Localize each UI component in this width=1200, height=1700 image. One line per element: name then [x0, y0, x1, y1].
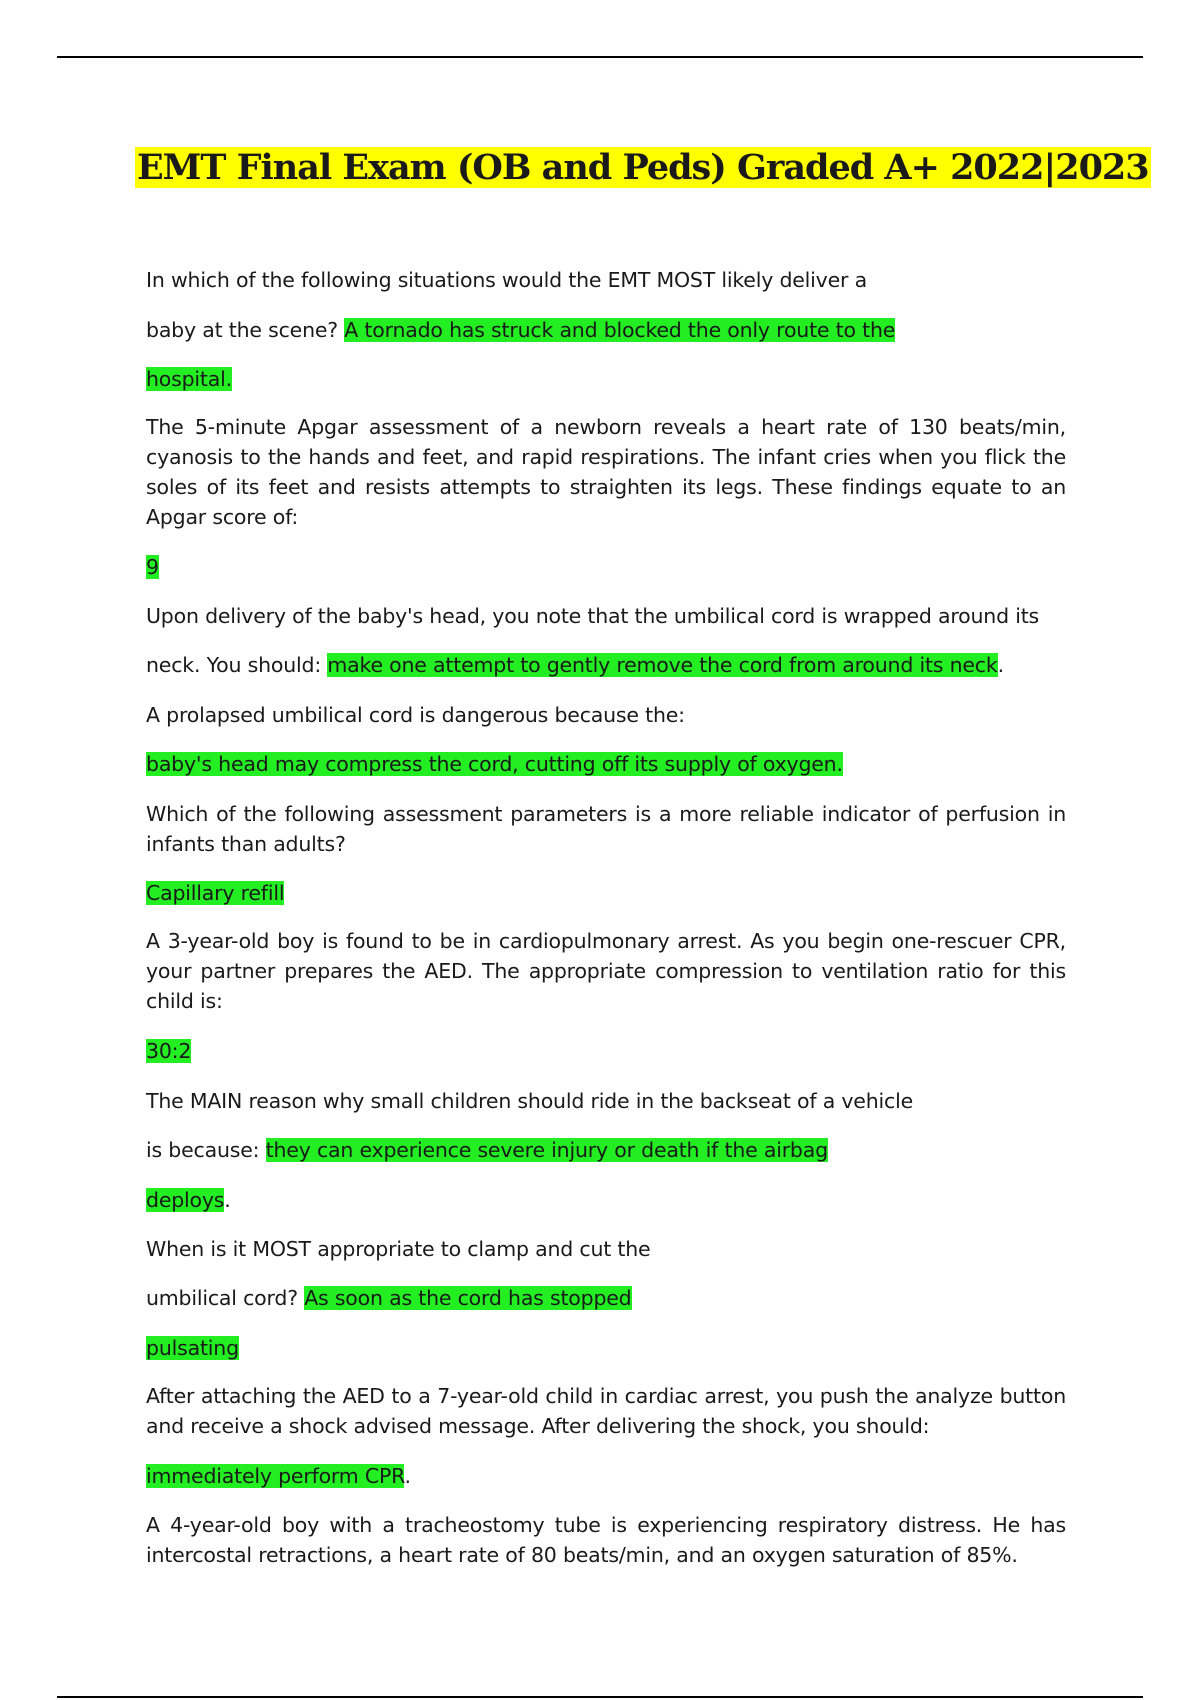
answer-4: baby's head may compress the cord, cutting off its supply of oxygen.: [146, 752, 843, 776]
answer-8: As soon as the cord has stopped: [304, 1286, 632, 1310]
question-7-line-1: The MAIN reason why small children should ride in the backseat of a vehicle: [146, 1089, 913, 1113]
top-rule: [57, 56, 1143, 58]
question-2: The 5-minute Apgar assessment of a newborn reveals a heart rate of 130 beats/min, cyanosis to the hands and feet, and rapid respirations. The infant cries when you flick the soles of its feet and resists attempts to straighten its legs. These findings equate to an Apgar score of:: [146, 415, 1066, 529]
answer-3: make one attempt to gently remove the cord from around its neck: [327, 653, 998, 677]
question-7-line-3: [146, 1185, 231, 1215]
question-8-text: umbilical cord?: [146, 1286, 305, 1310]
question-3-line-2: [146, 650, 1004, 680]
question-8-line-3: [146, 1333, 239, 1363]
answer-9-line: [146, 1461, 411, 1491]
answer-2-line: [146, 552, 159, 582]
answer-1-continued: hospital.: [146, 367, 232, 391]
question-8-line-1: When is it MOST appropriate to clamp and cut the: [146, 1237, 651, 1261]
question-1-line-2: [146, 315, 895, 345]
answer-1: A tornado has struck and blocked the only route to the: [344, 318, 896, 342]
question-6: A 3-year-old boy is found to be in cardiopulmonary arrest. As you begin one-rescuer CPR, your partner prepares the AED. The appropriate compression to ventilation ratio for this child is:: [146, 929, 1066, 1013]
question-7-text: is because:: [146, 1138, 266, 1162]
answer-7-period: .: [224, 1188, 231, 1212]
answer-7-continued: deploys: [146, 1188, 225, 1212]
answer-7: they can experience severe injury or death if the airbag: [265, 1138, 828, 1162]
question-5: Which of the following assessment parameters is a more reliable indicator of perfusion in infants than adults?: [146, 802, 1066, 856]
question-8-line-2: [146, 1283, 632, 1313]
question-1-line-3: [146, 364, 232, 394]
bottom-rule: [57, 1696, 1143, 1698]
answer-2: 9: [146, 555, 159, 579]
question-9: After attaching the AED to a 7-year-old child in cardiac arrest, you push the analyze button and receive a shock advised message. After delivering the shock, you should:: [146, 1384, 1066, 1438]
question-1-line-1: In which of the following situations would the EMT MOST likely deliver a: [146, 268, 867, 292]
answer-4-line: [146, 749, 843, 779]
answer-6: 30:2: [146, 1039, 192, 1063]
answer-6-line: [146, 1036, 191, 1066]
question-3-line-1: Upon delivery of the baby's head, you note that the umbilical cord is wrapped around its: [146, 604, 1040, 628]
question-3-text: neck. You should:: [146, 653, 328, 677]
question-1-text: baby at the scene?: [146, 318, 345, 342]
answer-9: immediately perform CPR: [146, 1464, 405, 1488]
answer-9-period: .: [404, 1464, 411, 1488]
answer-5-line: [146, 878, 284, 908]
page-title: [135, 143, 1151, 193]
question-10: A 4-year-old boy with a tracheostomy tube is experiencing respiratory distress. He has intercostal retractions, a heart rate of 80 beats/min, and an oxygen saturation of 85%.: [146, 1513, 1066, 1567]
answer-5: Capillary refill: [146, 881, 285, 905]
title-highlight: EMT Final Exam (OB and Peds) Graded A+ 2022|2023: [137, 147, 1149, 188]
question-4: A prolapsed umbilical cord is dangerous because the:: [146, 703, 685, 727]
answer-8-continued: pulsating: [146, 1336, 239, 1360]
question-7-line-2: [146, 1135, 828, 1165]
answer-3-period: .: [997, 653, 1004, 677]
